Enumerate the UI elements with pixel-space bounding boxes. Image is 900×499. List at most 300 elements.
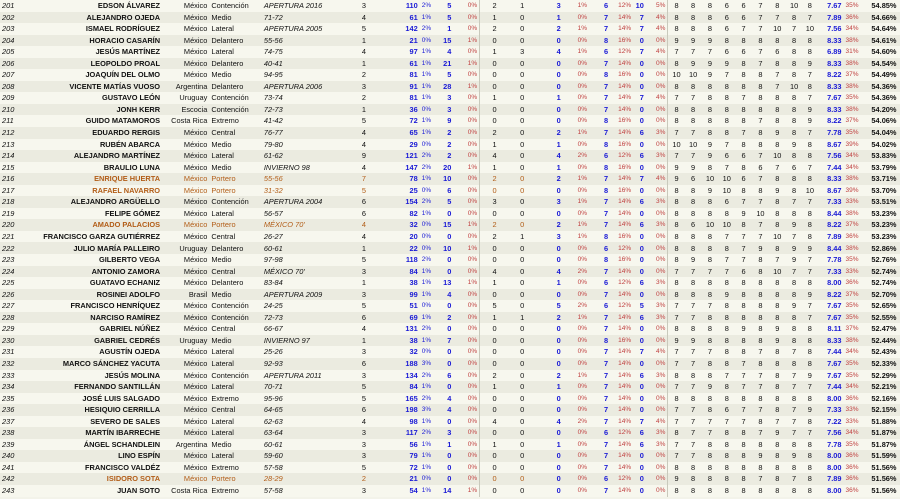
table-row[interactable]: [0, 473, 900, 485]
rating-5-cell: 8: [735, 450, 752, 462]
position-cell: Lateral: [209, 346, 261, 358]
rating-3-cell: 8: [702, 358, 719, 370]
rating-5-cell: 8: [735, 427, 752, 439]
stat-b-cell: 0: [509, 462, 535, 474]
score-b-cell: 0: [633, 69, 647, 81]
rating-6-cell: 7: [752, 196, 769, 208]
score-a-cell: 7: [589, 81, 611, 93]
player-name-cell: ROSINEI ADOLFO: [21, 289, 163, 301]
score-b-cell: 0: [633, 208, 647, 220]
rating-7-cell: 8: [769, 277, 786, 289]
stat-sum-pct-cell: 0%: [564, 358, 589, 370]
rating-7-cell: 9: [769, 427, 786, 439]
rank-cell: 217: [0, 185, 21, 197]
rating-8-cell: 7: [786, 23, 803, 35]
rating-avg-cell: 7.78: [817, 254, 843, 266]
stat-sum-cell: 0: [535, 335, 563, 347]
score-a-pct-cell: 16%: [611, 69, 633, 81]
rating-avg-pct-cell: 33%: [844, 266, 864, 278]
table-row[interactable]: [0, 127, 900, 139]
stat-a-cell: 0: [480, 185, 509, 197]
rating-avg-cell: 7.78: [817, 127, 843, 139]
table-row[interactable]: [0, 162, 900, 174]
rating-6-cell: 8: [752, 81, 769, 93]
games-pct-cell: 2%: [421, 23, 438, 35]
games-cell: 121: [389, 150, 421, 162]
table-row[interactable]: [0, 173, 900, 185]
table-row[interactable]: [0, 219, 900, 231]
rating-1-cell: 8: [668, 427, 685, 439]
table-row[interactable]: [0, 139, 900, 151]
rating-8-cell: 9: [786, 139, 803, 151]
titles-cell: 1: [339, 277, 389, 289]
games-cell: 22: [389, 242, 421, 254]
rating-8-cell: 6: [786, 162, 803, 174]
table-row[interactable]: [0, 185, 900, 197]
games-cell: 72: [389, 462, 421, 474]
total-pct-cell: 54.20%: [864, 104, 900, 116]
stat-b-cell: 0: [509, 242, 535, 254]
titles-cell: 1: [339, 335, 389, 347]
stat-sum-pct-cell: 0%: [564, 485, 589, 497]
total-pct-cell: 54.36%: [864, 92, 900, 104]
position-cell: Delantero: [209, 58, 261, 70]
stat-b-cell: 0: [509, 35, 535, 47]
games-pct-cell: 1%: [421, 58, 438, 70]
rating-avg-pct-cell: 34%: [844, 346, 864, 358]
table-row[interactable]: [0, 335, 900, 347]
rating-4-cell: 8: [718, 450, 735, 462]
games-cell: 20: [389, 231, 421, 243]
rating-9-cell: 7: [803, 127, 818, 139]
goals-cell: 21: [438, 58, 455, 70]
rating-9-cell: 8: [803, 462, 818, 474]
tournament-cell: 31-32: [261, 185, 339, 197]
stat-a-cell: 0: [480, 35, 509, 47]
table-row[interactable]: [0, 462, 900, 474]
player-name-cell: GUIDO MATAMOROS: [21, 115, 163, 127]
table-row[interactable]: [0, 381, 900, 393]
rating-avg-cell: 7.33: [817, 196, 843, 208]
table-row[interactable]: [0, 346, 900, 358]
rating-6-cell: 7: [752, 23, 769, 35]
rating-9-cell: 9: [803, 289, 818, 301]
total-pct-cell: 53.23%: [864, 231, 900, 243]
games-pct-cell: 1%: [421, 173, 438, 185]
total-pct-cell: 54.06%: [864, 115, 900, 127]
rank-cell: 225: [0, 277, 21, 289]
rating-avg-cell: 7.44: [817, 162, 843, 174]
rating-1-cell: 9: [668, 162, 685, 174]
tournament-cell: APERTURA 2016: [261, 0, 339, 12]
position-cell: Lateral: [209, 450, 261, 462]
stat-sum-cell: 0: [535, 242, 563, 254]
rating-6-cell: 8: [752, 289, 769, 301]
position-cell: Central: [209, 323, 261, 335]
player-name-cell: EDUARDO RERGIS: [21, 127, 163, 139]
goals-cell: 4: [438, 404, 455, 416]
stat-sum-cell: 0: [535, 58, 563, 70]
stat-sum-cell: 0: [535, 208, 563, 220]
rating-4-cell: 6: [718, 12, 735, 24]
total-pct-cell: 54.64%: [864, 23, 900, 35]
score-a-cell: 7: [589, 381, 611, 393]
score-b-pct-cell: 3%: [647, 219, 668, 231]
goals-pct-cell: 0%: [454, 289, 479, 301]
table-row[interactable]: [0, 312, 900, 324]
rating-8-cell: 8: [786, 115, 803, 127]
games-pct-cell: 1%: [421, 69, 438, 81]
position-cell: Medio: [209, 289, 261, 301]
position-cell: Extremo: [209, 462, 261, 474]
score-a-pct-cell: 12%: [611, 242, 633, 254]
rating-8-cell: 8: [786, 277, 803, 289]
stat-b-cell: 1: [509, 312, 535, 324]
table-row[interactable]: [0, 58, 900, 70]
player-name-cell: ISMAEL RODRÍGUEZ: [21, 23, 163, 35]
table-row[interactable]: [0, 69, 900, 81]
rating-5-cell: 7: [735, 92, 752, 104]
rating-avg-pct-cell: 39%: [844, 139, 864, 151]
rating-6-cell: 8: [752, 393, 769, 405]
score-b-pct-cell: 0%: [647, 404, 668, 416]
games-pct-cell: 1%: [421, 127, 438, 139]
rating-1-cell: 8: [668, 185, 685, 197]
rating-avg-pct-cell: 38%: [844, 335, 864, 347]
stat-sum-cell: 1: [535, 139, 563, 151]
rating-1-cell: 8: [668, 393, 685, 405]
rating-9-cell: 9: [803, 115, 818, 127]
nationality-cell: México: [163, 35, 209, 47]
games-pct-cell: 0%: [421, 300, 438, 312]
rank-cell: 233: [0, 370, 21, 382]
table-row[interactable]: [0, 46, 900, 58]
nationality-cell: México: [163, 473, 209, 485]
score-a-pct-cell: 14%: [611, 312, 633, 324]
table-row[interactable]: [0, 404, 900, 416]
table-row[interactable]: [0, 323, 900, 335]
score-b-pct-cell: 4%: [647, 46, 668, 58]
score-b-cell: 7: [633, 92, 647, 104]
table-row[interactable]: [0, 150, 900, 162]
rating-7-cell: 8: [769, 312, 786, 324]
stat-sum-pct-cell: 0%: [564, 81, 589, 93]
rating-avg-cell: 8.11: [817, 323, 843, 335]
stat-a-cell: 2: [480, 0, 509, 12]
table-row[interactable]: [0, 439, 900, 451]
tournament-cell: 55-56: [261, 35, 339, 47]
rating-avg-pct-cell: 36%: [844, 450, 864, 462]
table-row[interactable]: [0, 104, 900, 116]
rating-2-cell: 8: [685, 370, 702, 382]
stat-b-cell: 0: [509, 185, 535, 197]
table-row[interactable]: [0, 370, 900, 382]
total-pct-cell: 54.36%: [864, 81, 900, 93]
tournament-cell: 60-61: [261, 439, 339, 451]
rating-6-cell: 7: [752, 381, 769, 393]
rating-6-cell: 8: [752, 439, 769, 451]
rating-4-cell: 8: [718, 323, 735, 335]
table-row[interactable]: [0, 0, 900, 12]
table-row[interactable]: [0, 393, 900, 405]
stat-a-cell: 0: [480, 450, 509, 462]
stat-sum-cell: 5: [535, 300, 563, 312]
table-row[interactable]: [0, 35, 900, 47]
score-a-pct-cell: 16%: [611, 254, 633, 266]
rating-2-cell: 7: [685, 127, 702, 139]
goals-pct-cell: 1%: [454, 485, 479, 497]
rating-5-cell: 8: [735, 58, 752, 70]
games-cell: 25: [389, 185, 421, 197]
rating-8-cell: 8: [786, 35, 803, 47]
score-b-cell: 6: [633, 277, 647, 289]
stat-a-cell: 4: [480, 150, 509, 162]
stat-a-cell: 0: [480, 485, 509, 497]
titles-cell: 1: [339, 58, 389, 70]
score-a-pct-cell: 14%: [611, 196, 633, 208]
score-a-cell: 7: [589, 312, 611, 324]
rating-9-cell: 8: [803, 81, 818, 93]
rating-avg-pct-cell: 36%: [844, 231, 864, 243]
score-a-pct-cell: 16%: [611, 335, 633, 347]
score-a-pct-cell: 16%: [611, 231, 633, 243]
rating-4-cell: 8: [718, 462, 735, 474]
table-row[interactable]: [0, 266, 900, 278]
goals-pct-cell: 0%: [454, 335, 479, 347]
position-cell: Lateral: [209, 358, 261, 370]
rating-6-cell: 8: [752, 69, 769, 81]
rating-3-cell: 8: [702, 404, 719, 416]
score-a-cell: 7: [589, 289, 611, 301]
nationality-cell: México: [163, 300, 209, 312]
rating-1-cell: 8: [668, 208, 685, 220]
table-row[interactable]: [0, 115, 900, 127]
rating-1-cell: 8: [668, 462, 685, 474]
table-row[interactable]: [0, 289, 900, 301]
games-cell: 81: [389, 69, 421, 81]
player-name-cell: FELIPE GÓMEZ: [21, 208, 163, 220]
rating-2-cell: 7: [685, 358, 702, 370]
player-name-cell: HESIQUIO CERRILLA: [21, 404, 163, 416]
table-row[interactable]: [0, 254, 900, 266]
table-row[interactable]: [0, 427, 900, 439]
player-name-cell: BRAULIO LUNA: [21, 162, 163, 174]
rating-9-cell: 8: [803, 0, 818, 12]
rank-cell: 206: [0, 58, 21, 70]
titles-cell: 2: [339, 92, 389, 104]
score-a-pct-cell: 14%: [611, 485, 633, 497]
rating-avg-pct-cell: 38%: [844, 58, 864, 70]
goals-cell: 0: [438, 208, 455, 220]
rating-1-cell: 7: [668, 381, 685, 393]
table-row[interactable]: [0, 416, 900, 428]
games-cell: 84: [389, 266, 421, 278]
rating-7-cell: 10: [769, 231, 786, 243]
score-a-pct-cell: 12%: [611, 473, 633, 485]
titles-cell: 4: [339, 231, 389, 243]
score-a-cell: 7: [589, 266, 611, 278]
titles-cell: 3: [339, 81, 389, 93]
score-a-cell: 7: [589, 173, 611, 185]
rating-4-cell: 10: [718, 219, 735, 231]
score-b-cell: 6: [633, 312, 647, 324]
rating-3-cell: 9: [702, 139, 719, 151]
tournament-cell: 55-56: [261, 173, 339, 185]
rating-6-cell: 8: [752, 300, 769, 312]
total-pct-cell: 52.74%: [864, 277, 900, 289]
goals-cell: 2: [438, 312, 455, 324]
stat-sum-cell: 4: [535, 266, 563, 278]
total-pct-cell: 52.47%: [864, 323, 900, 335]
rating-9-cell: 10: [803, 185, 818, 197]
rating-5-cell: 8: [735, 185, 752, 197]
stat-b-cell: 0: [509, 381, 535, 393]
rating-8-cell: 8: [786, 439, 803, 451]
rating-7-cell: 8: [769, 58, 786, 70]
stat-b-cell: 0: [509, 289, 535, 301]
games-pct-cell: 1%: [421, 208, 438, 220]
rating-avg-cell: 8.33: [817, 81, 843, 93]
rating-avg-cell: 7.22: [817, 416, 843, 428]
rating-avg-cell: 8.00: [817, 393, 843, 405]
score-b-pct-cell: 0%: [647, 115, 668, 127]
games-cell: 147: [389, 162, 421, 174]
nationality-cell: México: [163, 12, 209, 24]
table-row[interactable]: [0, 358, 900, 370]
rating-3-cell: 8: [702, 92, 719, 104]
table-row[interactable]: [0, 196, 900, 208]
stat-b-cell: 0: [509, 81, 535, 93]
stat-a-cell: 0: [480, 393, 509, 405]
rating-6-cell: 8: [752, 127, 769, 139]
stat-sum-cell: 0: [535, 254, 563, 266]
stat-b-cell: 0: [509, 485, 535, 497]
goals-cell: 10: [438, 242, 455, 254]
rating-4-cell: 8: [718, 242, 735, 254]
rating-9-cell: 7: [803, 381, 818, 393]
rank-cell: 211: [0, 115, 21, 127]
rating-2-cell: 8: [685, 462, 702, 474]
rank-cell: 228: [0, 312, 21, 324]
rating-avg-cell: 7.67: [817, 300, 843, 312]
rating-8-cell: 7: [786, 346, 803, 358]
rank-cell: 243: [0, 485, 21, 497]
rating-8-cell: 8: [786, 150, 803, 162]
tournament-cell: MÉXICO 70': [261, 219, 339, 231]
table-row[interactable]: [0, 231, 900, 243]
table-row[interactable]: [0, 208, 900, 220]
table-row[interactable]: [0, 12, 900, 24]
table-row[interactable]: [0, 485, 900, 497]
stat-a-cell: 1: [480, 162, 509, 174]
score-b-pct-cell: 0%: [647, 323, 668, 335]
stat-a-cell: 3: [480, 196, 509, 208]
rating-avg-pct-cell: 38%: [844, 104, 864, 116]
player-name-cell: GUATAVO ECHANIZ: [21, 277, 163, 289]
rating-1-cell: 7: [668, 127, 685, 139]
score-a-cell: 6: [589, 277, 611, 289]
rating-6-cell: 8: [752, 92, 769, 104]
rating-4-cell: 8: [718, 346, 735, 358]
rating-2-cell: 8: [685, 12, 702, 24]
stat-b-cell: 0: [509, 393, 535, 405]
goals-cell: 15: [438, 219, 455, 231]
rating-9-cell: 8: [803, 150, 818, 162]
goals-cell: 2: [438, 127, 455, 139]
score-b-pct-cell: 0%: [647, 162, 668, 174]
goals-pct-cell: 0%: [454, 23, 479, 35]
rating-2-cell: 8: [685, 115, 702, 127]
rating-1-cell: 8: [668, 58, 685, 70]
rating-7-cell: 8: [769, 208, 786, 220]
rating-avg-pct-cell: 37%: [844, 323, 864, 335]
score-a-pct-cell: 16%: [611, 185, 633, 197]
rating-2-cell: 8: [685, 196, 702, 208]
rating-3-cell: 7: [702, 300, 719, 312]
games-pct-cell: 2%: [421, 427, 438, 439]
stat-sum-pct-cell: 0%: [564, 346, 589, 358]
titles-cell: 5: [339, 115, 389, 127]
titles-cell: 4: [339, 162, 389, 174]
rating-7-cell: 8: [769, 404, 786, 416]
goals-cell: 0: [438, 266, 455, 278]
rating-9-cell: 7: [803, 196, 818, 208]
score-b-cell: 0: [633, 81, 647, 93]
rating-7-cell: 10: [769, 266, 786, 278]
table-row[interactable]: [0, 242, 900, 254]
stat-sum-cell: 1: [535, 277, 563, 289]
rating-5-cell: 7: [735, 127, 752, 139]
rating-avg-cell: 7.33: [817, 404, 843, 416]
stat-sum-cell: 4: [535, 416, 563, 428]
rating-3-cell: 8: [702, 23, 719, 35]
stat-sum-pct-cell: 0%: [564, 185, 589, 197]
goals-cell: 7: [438, 335, 455, 347]
rating-5-cell: 8: [735, 312, 752, 324]
stat-a-cell: 0: [480, 346, 509, 358]
stat-sum-pct-cell: 0%: [564, 115, 589, 127]
rating-1-cell: 8: [668, 289, 685, 301]
position-cell: Central: [209, 266, 261, 278]
stat-a-cell: 4: [480, 266, 509, 278]
table-row[interactable]: [0, 300, 900, 312]
table-row[interactable]: [0, 81, 900, 93]
tournament-cell: 73-74: [261, 92, 339, 104]
table-row[interactable]: [0, 23, 900, 35]
player-name-cell: ENRIQUE HUERTA: [21, 173, 163, 185]
table-row[interactable]: [0, 450, 900, 462]
score-a-cell: 7: [589, 127, 611, 139]
score-a-cell: 7: [589, 450, 611, 462]
rating-5-cell: 7: [735, 416, 752, 428]
rating-5-cell: 6: [735, 266, 752, 278]
goals-cell: 10: [438, 173, 455, 185]
position-cell: Medio: [209, 69, 261, 81]
nationality-cell: México: [163, 69, 209, 81]
score-b-pct-cell: 0%: [647, 335, 668, 347]
score-b-cell: 0: [633, 185, 647, 197]
goals-cell: 20: [438, 162, 455, 174]
rating-7-cell: 8: [769, 115, 786, 127]
total-pct-cell: 51.87%: [864, 427, 900, 439]
table-row[interactable]: [0, 92, 900, 104]
rating-9-cell: 8: [803, 208, 818, 220]
games-cell: 110: [389, 0, 421, 12]
rating-4-cell: 6: [718, 150, 735, 162]
tournament-cell: 72-73: [261, 104, 339, 116]
rating-1-cell: 10: [668, 69, 685, 81]
table-row[interactable]: [0, 277, 900, 289]
